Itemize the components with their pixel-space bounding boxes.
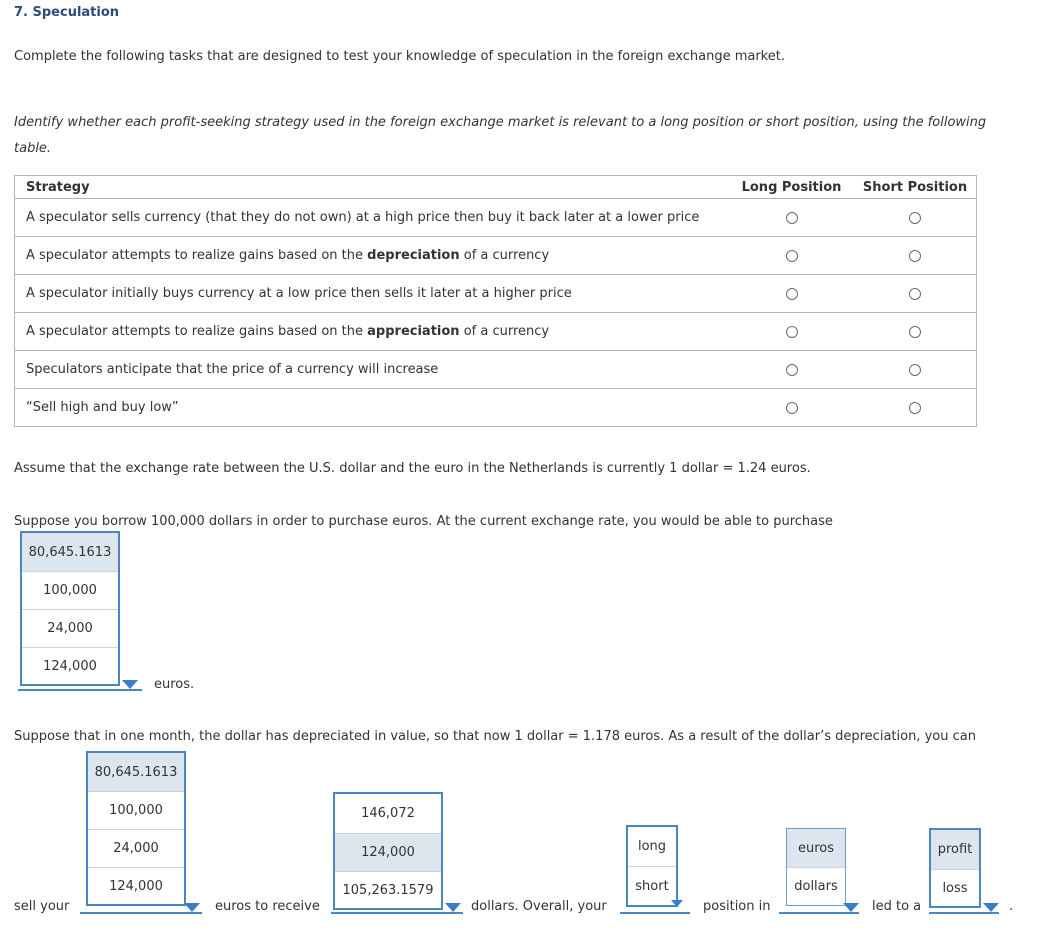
- dropdown-underline: [620, 912, 690, 914]
- chevron-down-icon[interactable]: [671, 900, 683, 907]
- suppose-borrow-text: Suppose you borrow 100,000 dollars in order to purchase euros. At the current exchange rate, you would be able to purchase: [14, 514, 833, 529]
- led-to-a-text: led to a: [872, 899, 922, 914]
- dropdown-option[interactable]: loss: [942, 880, 968, 896]
- dropdown-option[interactable]: 124,000: [335, 834, 441, 872]
- dropdown-option[interactable]: 124,000: [43, 658, 97, 674]
- dropdown-option[interactable]: dollars: [794, 879, 838, 894]
- table-row: [15, 313, 977, 351]
- long-radio[interactable]: [786, 250, 798, 262]
- assume-text: Assume that the exchange rate between the U.S. dollar and the euro in the Netherlands is currently 1 dollar = 1.24 euros.: [14, 461, 811, 476]
- strategy-text: A speculator attempts to realize gains based on the depreciation of a currency: [15, 237, 730, 275]
- euros-to-receive-text: euros to receive: [215, 899, 320, 914]
- table-header-row: [15, 176, 977, 199]
- currency-dropdown[interactable]: [786, 828, 846, 906]
- strategy-text: “Sell high and buy low”: [15, 389, 730, 427]
- short-radio[interactable]: [909, 326, 921, 338]
- dropdown-underline: [331, 912, 463, 914]
- long-radio[interactable]: [786, 402, 798, 414]
- period-text: .: [1009, 899, 1014, 914]
- position-in-text: position in: [703, 899, 771, 914]
- long-radio[interactable]: [786, 288, 798, 300]
- dropdown-option[interactable]: 80,645.1613: [22, 533, 118, 572]
- strategy-table: [14, 175, 977, 427]
- chevron-down-icon[interactable]: [122, 680, 138, 689]
- dropdown-underline: [779, 912, 859, 914]
- dollars-receive-dropdown[interactable]: [333, 792, 443, 910]
- dropdown-option[interactable]: 24,000: [22, 610, 118, 648]
- dropdown-option[interactable]: 124,000: [109, 878, 163, 894]
- dropdown-option[interactable]: 146,072: [335, 794, 441, 834]
- strategy-text: A speculator attempts to realize gains based on the appreciation of a currency: [15, 313, 730, 351]
- dropdown-underline: [929, 912, 999, 914]
- short-radio[interactable]: [909, 288, 921, 300]
- strategy-text: A speculator sells currency (that they do not own) at a high price then buy it back later at a lower price: [15, 199, 730, 237]
- dropdown-option[interactable]: euros: [787, 829, 845, 868]
- chevron-down-icon[interactable]: [983, 903, 999, 912]
- dollars-overall-text: dollars. Overall, your: [471, 899, 607, 914]
- sell-your-text: sell your: [14, 899, 70, 914]
- table-row: [15, 351, 977, 389]
- dropdown-option[interactable]: short: [635, 878, 669, 894]
- outcome-dropdown[interactable]: [929, 828, 981, 908]
- table-row: [15, 199, 977, 237]
- dropdown-option[interactable]: 24,000: [88, 830, 184, 868]
- short-radio[interactable]: [909, 250, 921, 262]
- strategy-text: A speculator initially buys currency at a low price then sells it later at a higher price: [15, 275, 730, 313]
- chevron-down-icon[interactable]: [843, 903, 859, 912]
- dropdown-option[interactable]: 105,263.1579: [342, 882, 434, 898]
- suppose-depreciation-text: Suppose that in one month, the dollar has depreciated in value, so that now 1 dollar = 1.178 euros. As a result of the dollar’s depreciation, you can: [14, 729, 976, 744]
- long-radio[interactable]: [786, 212, 798, 224]
- dropdown-option[interactable]: long: [628, 827, 676, 867]
- header-strategy: Strategy: [15, 176, 730, 199]
- chevron-down-icon[interactable]: [445, 903, 461, 912]
- dropdown-option[interactable]: 100,000: [22, 572, 118, 610]
- intro-text: Complete the following tasks that are designed to test your knowledge of speculation in the foreign exchange market.: [14, 49, 785, 64]
- long-radio[interactable]: [786, 326, 798, 338]
- instruction-line-2: table.: [14, 141, 52, 156]
- header-short: Short Position: [854, 176, 977, 199]
- position-dropdown[interactable]: [626, 825, 678, 907]
- dropdown-option[interactable]: profit: [931, 830, 979, 870]
- table-row: [15, 389, 977, 427]
- euros-suffix: euros.: [154, 677, 195, 692]
- short-radio[interactable]: [909, 364, 921, 376]
- short-radio[interactable]: [909, 212, 921, 224]
- short-radio[interactable]: [909, 402, 921, 414]
- chevron-down-icon[interactable]: [184, 903, 200, 912]
- long-radio[interactable]: [786, 364, 798, 376]
- euros-purchase-dropdown[interactable]: [20, 531, 120, 686]
- sell-euros-dropdown[interactable]: [86, 751, 186, 906]
- strategy-text: Speculators anticipate that the price of a currency will increase: [15, 351, 730, 389]
- header-long: Long Position: [729, 176, 854, 199]
- dropdown-option[interactable]: 80,645.1613: [88, 753, 184, 792]
- section-title: 7. Speculation: [14, 5, 120, 20]
- dropdown-underline: [18, 689, 142, 691]
- table-row: [15, 237, 977, 275]
- table-row: [15, 275, 977, 313]
- dropdown-underline: [80, 912, 202, 914]
- dropdown-option[interactable]: 100,000: [88, 792, 184, 830]
- instruction-line-1: Identify whether each profit-seeking strategy used in the foreign exchange market is relevant to a long position or short position, using the following: [14, 115, 987, 130]
